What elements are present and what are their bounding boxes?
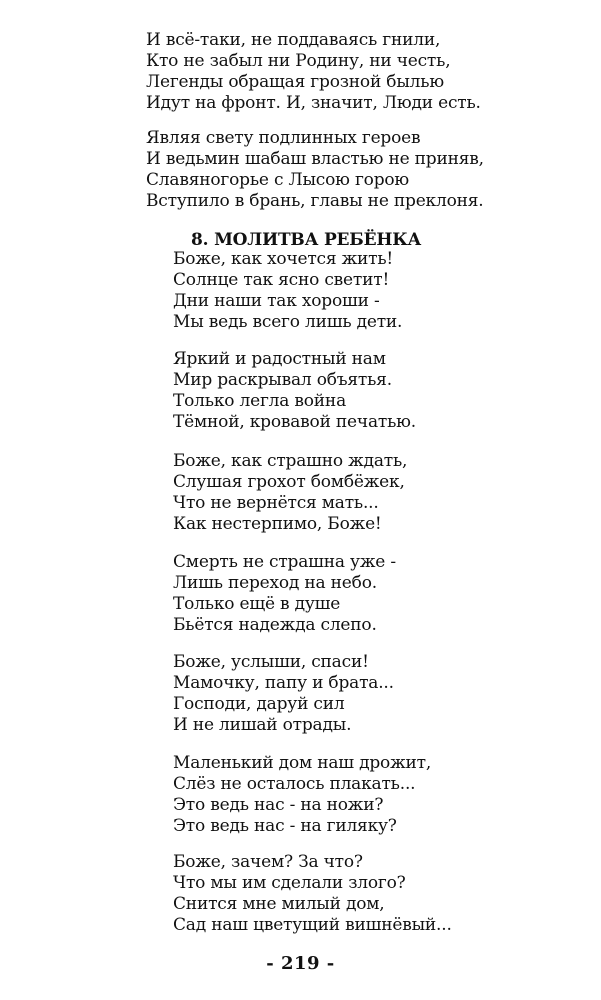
poem-line: И всё-таки, не поддаваясь гнили, bbox=[146, 30, 441, 50]
page-number: - 219 - bbox=[266, 953, 335, 974]
poem-stanza bbox=[173, 652, 394, 736]
poem-line: Дни наши так хороши - bbox=[173, 291, 380, 311]
poem-line: Идут на фронт. И, значит, Люди есть. bbox=[146, 93, 481, 113]
previous-poem-stanza bbox=[146, 128, 484, 212]
poem-line: Бьётся надежда слепо. bbox=[173, 615, 377, 635]
poem-line: Являя свету подлинных героев bbox=[146, 128, 421, 148]
poem-stanza bbox=[173, 753, 431, 837]
poem-line: И ведьмин шабаш властью не приняв, bbox=[146, 149, 484, 169]
poem-line: Славяногорье с Лысою горою bbox=[146, 170, 410, 190]
poem-stanza bbox=[173, 451, 407, 535]
poem-line: Лишь переход на небо. bbox=[173, 573, 377, 593]
poem-title: 8. МОЛИТВА РЕБЁНКА bbox=[191, 230, 422, 250]
poem-line: Легенды обращая грозной былью bbox=[146, 72, 444, 92]
poem-stanza bbox=[173, 852, 452, 936]
poem-line: Боже, услыши, спаси! bbox=[173, 652, 369, 672]
poem-line: И не лишай отрады. bbox=[173, 715, 352, 735]
poem-stanza bbox=[173, 552, 396, 636]
poem-line: Мир раскрывал объятья. bbox=[173, 370, 392, 390]
poem-line: Смерть не страшна уже - bbox=[173, 552, 396, 572]
poem-line: Это ведь нас - на ножи? bbox=[173, 795, 384, 815]
poem-line: Маленький дом наш дрожит, bbox=[173, 753, 432, 773]
poem-line: Слёз не осталось плакать... bbox=[173, 774, 416, 794]
poem-line: Только ещё в душе bbox=[173, 594, 341, 614]
poem-line: Вступило в брань, главы не преклоня. bbox=[146, 191, 484, 211]
poem-stanza bbox=[173, 349, 416, 433]
poem-line: Кто не забыл ни Родину, ни честь, bbox=[146, 51, 451, 71]
poem-line: Что мы им сделали злого? bbox=[173, 873, 406, 893]
poem-line: Боже, как хочется жить! bbox=[173, 249, 394, 269]
poem-line: Боже, как страшно ждать, bbox=[173, 451, 408, 471]
poem-line: Мамочку, папу и брата... bbox=[173, 673, 394, 693]
poem-line: Сад наш цветущий вишнёвый... bbox=[173, 915, 452, 935]
poem-line: Как нестерпимо, Боже! bbox=[173, 514, 382, 534]
poem-line: Яркий и радостный нам bbox=[173, 349, 386, 369]
poem-line: Это ведь нас - на гиляку? bbox=[173, 816, 397, 836]
poem-line: Боже, зачем? За что? bbox=[173, 852, 363, 872]
poem-line: Что не вернётся мать... bbox=[173, 493, 379, 513]
poem-line: Господи, даруй сил bbox=[173, 694, 345, 714]
poem-line: Солнце так ясно светит! bbox=[173, 270, 390, 290]
poem-line: Слушая грохот бомбёжек, bbox=[173, 472, 405, 492]
poem-line: Только легла война bbox=[173, 391, 346, 411]
poem-stanza bbox=[173, 249, 402, 333]
poem-line: Тёмной, кровавой печатью. bbox=[173, 412, 416, 432]
poem-line: Снится мне милый дом, bbox=[173, 894, 385, 914]
previous-poem-stanza bbox=[146, 30, 481, 114]
poem-line: Мы ведь всего лишь дети. bbox=[173, 312, 403, 332]
